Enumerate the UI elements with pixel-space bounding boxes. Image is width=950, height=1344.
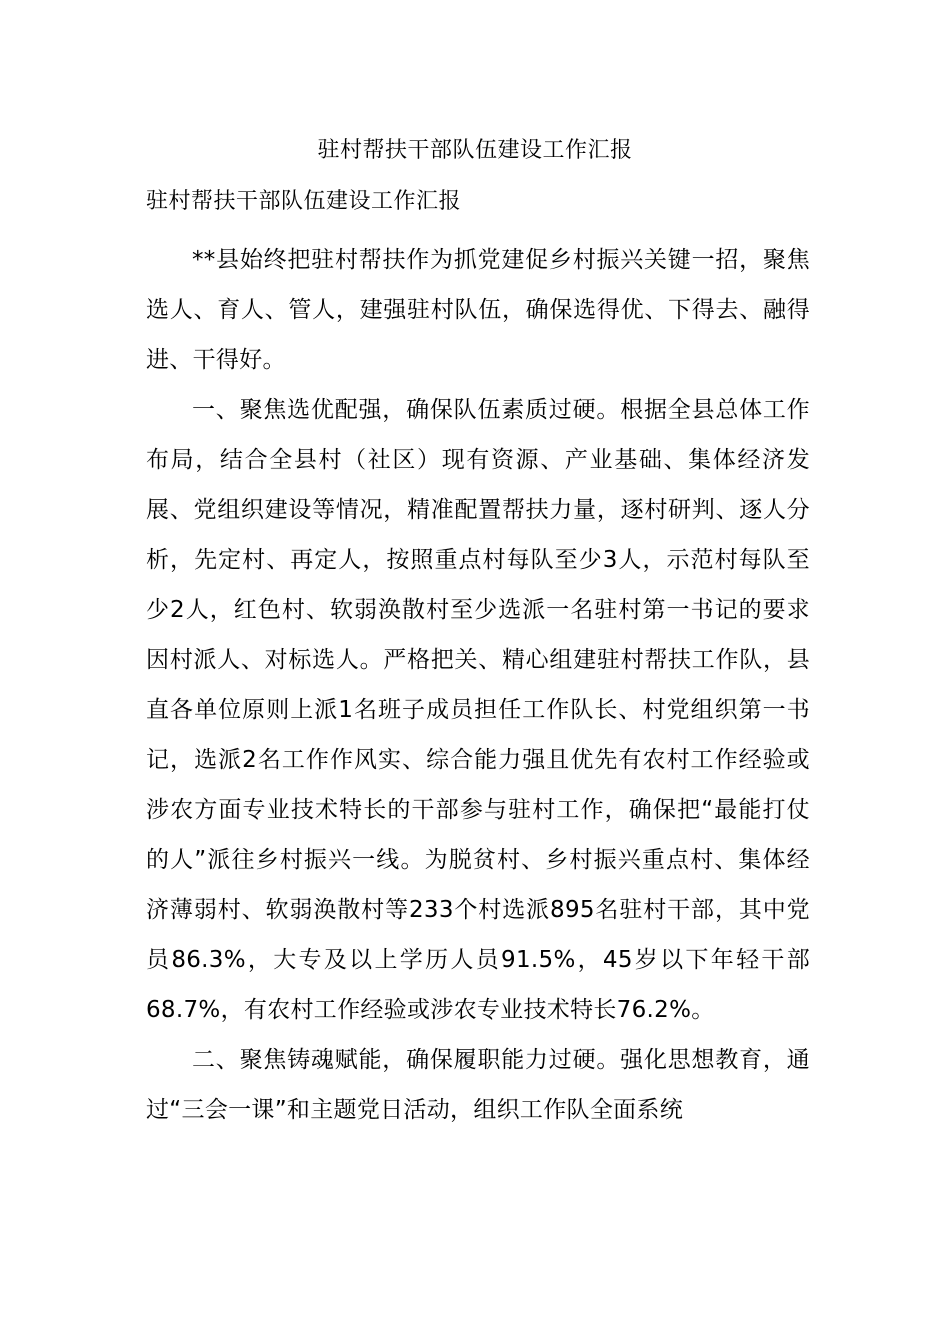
document-body — [146, 235, 810, 1135]
paragraph-intro: **县始终把驻村帮扶作为抓党建促乡村振兴关键一招，聚焦选人、育人、管人，建强驻村队伍，确保选得优、下得去、融得进、干得好。 — [146, 247, 810, 373]
document-title: 驻村帮扶干部队伍建设工作汇报 — [317, 138, 633, 163]
paragraph-section-two: 二、聚焦铸魂赋能，确保履职能力过硬。强化思想教育，通过“三会一课”和主题党日活动，组织工作队全面系统 — [146, 1047, 810, 1123]
document-subtitle: 驻村帮扶干部队伍建设工作汇报 — [146, 189, 462, 214]
paragraph-section-one: 一、聚焦选优配强，确保队伍素质过硬。根据全县总体工作布局，结合全县村（社区）现有资源、产业基础、集体经济发展、党组织建设等情况，精准配置帮扶力量，逐村研判、逐人分析，先定村、再定人，按照重点村每队至少3人，示范村每队至少2人，红色村、软弱涣散村至少选派一名驻村第一书记的要求因村派人、对标选人。严格把关、精心组建驻村帮扶工作队，县直各单位原则上派1名班子成员担任工作队长、村党组织第一书记，选派2名工作作风实、综合能力强且优先有农村工作经验或涉农方面专业技术特长的干部参与驻村工作，确保把“最能打仗的人”派往乡村振兴一线。为脱贫村、乡村振兴重点村、集体经济薄弱村、软弱涣散村等233个村选派895名驻村干部，其中党员86.3%，大专及以上学历人员91.5%，45岁以下年轻干部68.7%，有农村工作经验或涉农专业技术特长76.2%。 — [146, 397, 810, 1023]
